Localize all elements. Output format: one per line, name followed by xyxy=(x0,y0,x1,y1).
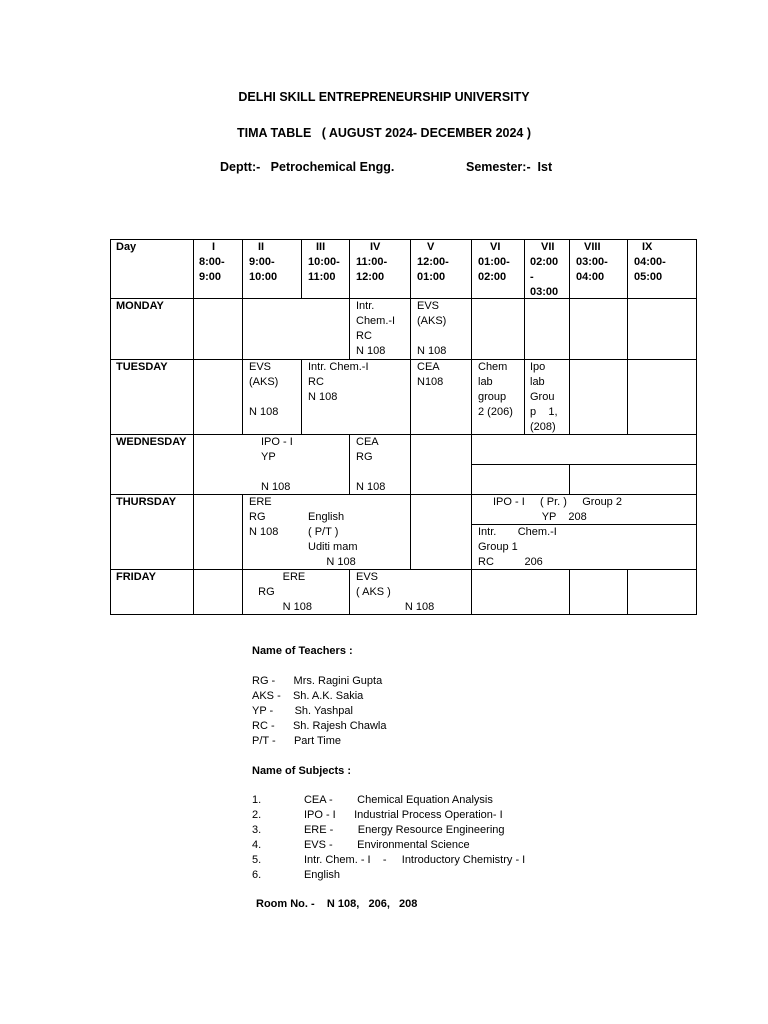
subject-item: 6. English xyxy=(252,869,341,881)
period-time: 01:00- 02:00 xyxy=(478,256,510,283)
period-num: IV xyxy=(370,241,381,253)
tuesday-ipo-lab: Ipo lab Grou p 1, (208) xyxy=(530,361,558,433)
period-time: 10:00- 11:00 xyxy=(308,256,340,283)
period-num: II xyxy=(258,241,265,253)
period-num: IX xyxy=(642,241,653,253)
friday-evs: EVS ( AKS ) N 108 xyxy=(356,571,435,613)
subject-item: 5. Intr. Chem. - I - Introductory Chemistry - I xyxy=(252,854,526,866)
teacher-item: P/T - Part Time xyxy=(252,735,342,747)
timetable-title: TIMA TABLE ( AUGUST 2024- DECEMBER 2024 ) xyxy=(236,126,532,140)
thursday-english: English ( P/T ) Uditi mam N 108 xyxy=(308,511,358,568)
subject-item: 1. CEA - Chemical Equation Analysis xyxy=(252,794,493,806)
subjects-heading: Name of Subjects : xyxy=(252,765,352,777)
semester: Semester:- Ist xyxy=(466,160,553,174)
period-time: 9:00- 10:00 xyxy=(249,256,278,283)
period-time: 11:00- 12:00 xyxy=(356,256,388,283)
subject-item: 4. EVS - Environmental Science xyxy=(252,839,470,851)
thursday-intr-chem-group1: Intr. Chem.-I Group 1 RC 206 xyxy=(478,526,557,568)
wednesday-cea: CEA RG N 108 xyxy=(356,436,386,493)
day-label: WEDNESDAY xyxy=(116,436,187,448)
day-label: MONDAY xyxy=(116,300,164,312)
tuesday-chem-lab: Chem lab group 2 (206) xyxy=(478,361,513,418)
teacher-item: RC - Sh. Rajesh Chawla xyxy=(252,720,387,732)
day-header: Day xyxy=(116,241,137,253)
period-num: V xyxy=(427,241,435,253)
period-num: III xyxy=(316,241,326,253)
period-time: 8:00- 9:00 xyxy=(199,256,225,283)
period-time: 03:00- 04:00 xyxy=(576,256,608,283)
period-num: VI xyxy=(490,241,501,253)
teacher-item: YP - Sh. Yashpal xyxy=(252,705,353,717)
tuesday-cea: CEA N108 xyxy=(417,361,444,388)
room-numbers: Room No. - N 108, 206, 208 xyxy=(256,898,418,910)
period-time: 04:00- 05:00 xyxy=(634,256,666,283)
day-label: THURSDAY xyxy=(116,496,177,508)
tuesday-intr-chem: Intr. Chem.-I RC N 108 xyxy=(308,361,369,403)
period-num: I xyxy=(212,241,216,253)
subject-item: 3. ERE - Energy Resource Engineering xyxy=(252,824,505,836)
university-name: DELHI SKILL ENTREPRENEURSHIP UNIVERSITY xyxy=(238,90,530,104)
period-time: 02:00 - 03:00 xyxy=(530,256,559,298)
wednesday-ipo: IPO - I YP N 108 xyxy=(261,436,293,493)
tuesday-evs: EVS (AKS) N 108 xyxy=(249,361,279,418)
day-label: TUESDAY xyxy=(116,361,168,373)
monday-intr-chem: Intr. Chem.-I RC N 108 xyxy=(356,300,396,357)
friday-ere: ERE RG N 108 xyxy=(258,571,312,613)
thursday-ere: ERE RG N 108 xyxy=(249,496,279,538)
period-time: 12:00- 01:00 xyxy=(417,256,449,283)
subject-item: 2. IPO - I Industrial Process Operation- I xyxy=(252,809,503,821)
period-num: VII xyxy=(541,241,555,253)
day-label: FRIDAY xyxy=(116,571,156,583)
period-num: VIII xyxy=(584,241,601,253)
monday-evs: EVS (AKS) N 108 xyxy=(417,300,447,357)
teachers-heading: Name of Teachers : xyxy=(252,645,353,657)
teacher-item: AKS - Sh. A.K. Sakia xyxy=(252,690,364,702)
teacher-item: RG - Mrs. Ragini Gupta xyxy=(252,675,383,687)
thursday-ipo-practical: IPO - I ( Pr. ) Group 2 YP 208 xyxy=(493,496,622,523)
department: Deptt:- Petrochemical Engg. xyxy=(220,160,395,174)
